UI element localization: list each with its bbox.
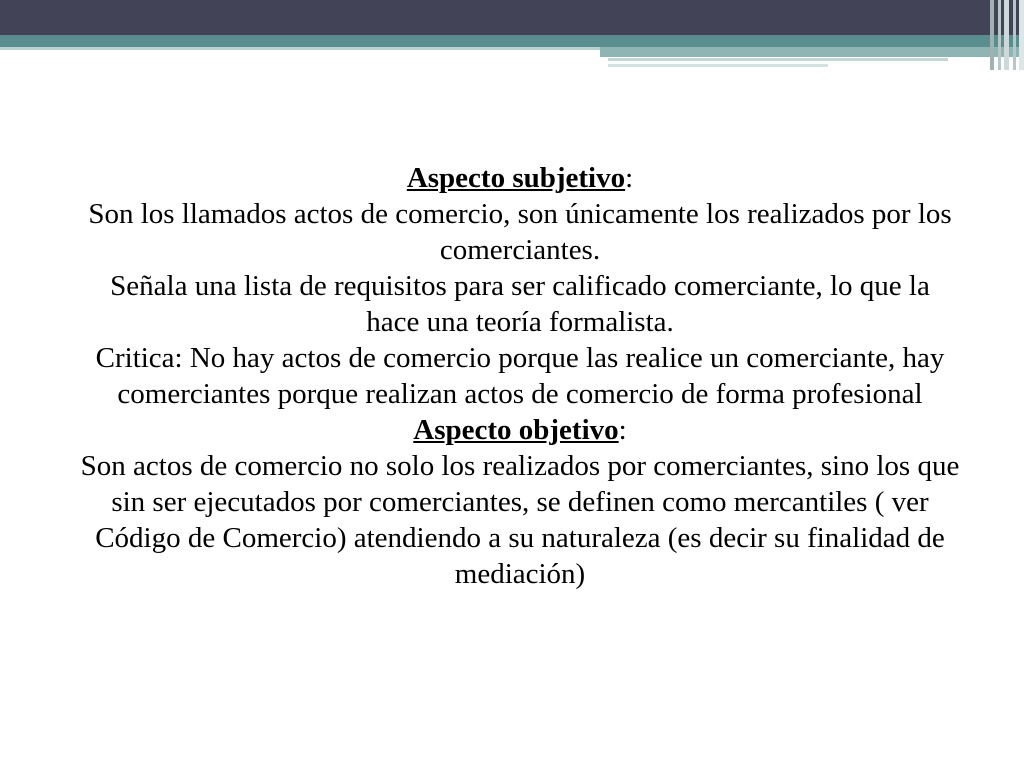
vertical-bar: [1013, 0, 1016, 70]
heading-colon: :: [625, 162, 634, 194]
heading-subjective-line: [80, 160, 960, 196]
paragraph: Señala una lista de requisitos para ser calificado comerciante, lo que la hace una teoría formalista.: [110, 270, 930, 338]
header-step-band: [600, 47, 1024, 57]
vertical-bar: [990, 0, 994, 70]
slide-body: [80, 160, 960, 592]
header-light-line: [0, 47, 600, 50]
paragraph: Critica: No hay actos de comercio porque las realice un comerciante, hay comerciantes porque realizan actos de comercio de forma profesional: [95, 342, 945, 410]
heading-objective-line: [80, 412, 960, 448]
paragraph: Son actos de comercio no solo los realizados por comerciantes, sino los que sin ser ejecutados por comerciantes, se definen como mercantiles ( ver Código de Comercio) atendiendo a su naturaleza (es decir su finalidad de mediación): [80, 450, 960, 590]
header-teal-band: [0, 35, 1024, 47]
header-thin-line: [608, 58, 948, 61]
header-vertical-bars: [990, 0, 1024, 70]
header-dark-band: [0, 0, 1024, 35]
heading-subjective: Aspecto subjetivo: [406, 162, 626, 194]
paragraph: Son los llamados actos de comercio, son únicamente los realizados por los comerciantes.: [88, 198, 952, 266]
heading-colon: :: [618, 414, 627, 446]
heading-objective: Aspecto objetivo: [413, 414, 619, 446]
header-thin-line: [608, 64, 828, 67]
vertical-bar: [1019, 0, 1024, 70]
vertical-bar: [998, 0, 1001, 70]
vertical-bar: [1004, 0, 1009, 70]
